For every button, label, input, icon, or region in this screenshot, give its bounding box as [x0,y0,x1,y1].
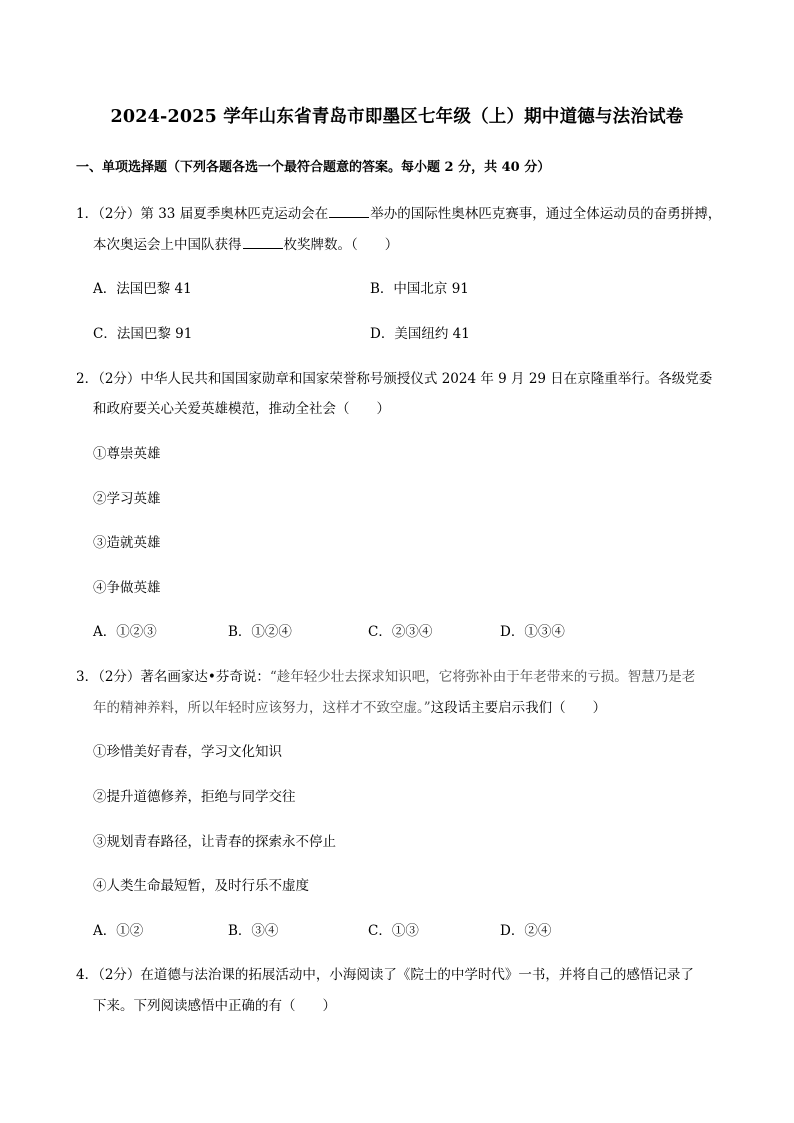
q3-text-b: 这段话主要启示我们（ ） [430,700,607,716]
question-2-line-1: 2．（2分）中华人民共和国国家勋章和国家荣誉称号颁授仪式 2024 年 9 月 29 日在京隆重举行。各级党委 [76,371,713,387]
q1-blank-1 [329,205,369,218]
question-1-line-2 [93,233,398,253]
exam-title: 2024-2025 学年山东省青岛市即墨区七年级（上）期中道德与法治试卷 [110,107,684,127]
q3-item-2: ②提升道德修养，拒绝与同学交往 [93,789,296,805]
q3-option-a: A．①② [93,923,144,939]
q3-item-3: ③规划青春路径，让青春的探索永不停止 [93,834,336,850]
q2-item-2: ②学习英雄 [93,491,161,507]
q2-item-3: ③造就英雄 [93,535,161,551]
q2-option-d: D．①③④ [500,624,565,640]
q1-option-a: A．法国巴黎 41 [93,281,192,297]
question-3-line-2 [93,696,606,716]
question-4-line-2: 下来。下列阅读感悟中正确的有（ ） [93,998,336,1014]
q1-option-d: D．美国纽约 41 [370,326,470,342]
q1-text-a: 1．（2分）第 33 届夏季奥林匹克运动会在 [76,206,329,222]
q2-option-a: A．①②③ [93,624,157,640]
q1-option-b: B．中国北京 91 [370,281,469,297]
q3-quote-b: 年的精神养料，所以年轻时应该努力，这样才不致空虚。” [93,700,431,716]
q3-option-d: D．②④ [500,923,552,939]
section-heading: 一、单项选择题（下列各题各选一个最符合题意的答案。每小题 2 分，共 40 分） [76,160,551,175]
q3-option-c: C．①③ [368,923,419,939]
q1-option-c: C．法国巴黎 91 [93,326,193,342]
q1-text-b: 举办的国际性奥林匹克赛事，通过全体运动员的奋勇拼搏， [370,206,722,222]
question-4-line-1: 4．（2分）在道德与法治课的拓展活动中，小海阅读了《院士的中学时代》一书，并将自己的感悟记录了 [76,967,694,983]
question-2-line-2: 和政府要关心关爱英雄模范，推动全社会（ ） [93,401,390,417]
q2-option-b: B．①②④ [228,624,292,640]
q2-item-4: ④争做英雄 [93,580,161,596]
question-3-line-1 [76,665,695,685]
q1-blank-2 [243,236,283,249]
question-1-line-1 [76,202,721,222]
q3-text-a: 3．（2分）著名画家达•芬奇说： [76,669,270,685]
q2-item-1: ①尊崇英雄 [93,446,161,462]
q3-item-1: ①珍惜美好青春，学习文化知识 [93,744,282,760]
q1-text-c: 本次奥运会上中国队获得 [93,237,242,253]
q3-quote-a: “趁年轻少壮去探求知识吧，它将弥补由于年老带来的亏损。智慧乃是老 [269,669,696,685]
q1-text-d: 枚奖牌数。（ ） [283,237,399,253]
q3-option-b: B．③④ [228,923,279,939]
q3-item-4: ④人类生命最短暂，及时行乐不虚度 [93,878,309,894]
q2-option-c: C．②③④ [368,624,433,640]
